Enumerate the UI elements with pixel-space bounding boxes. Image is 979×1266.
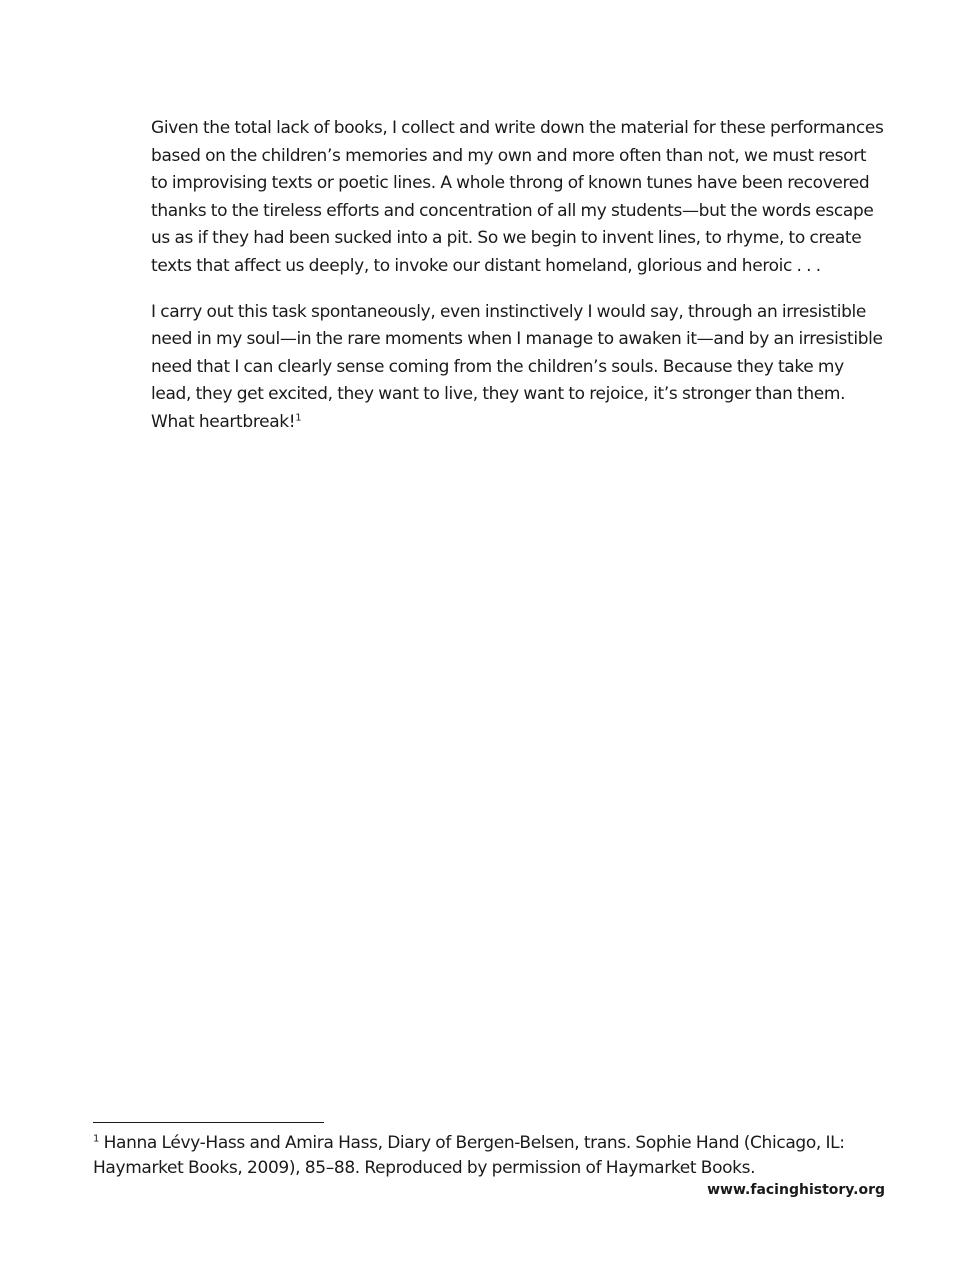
footer-website-link[interactable]: www.facinghistory.org [707,1182,885,1198]
footnote [93,1131,893,1181]
quoted-passage [151,115,886,455]
paragraph-2 [151,299,886,437]
paragraph-2-text: I carry out this task spontaneously, even instinctively I would say, through an irresistible need in my soul—in the rare moments when I manage to awaken it—and by an irresistible need that I can clearly sense coming from the children’s souls. Because they take my lead, they get excited, they want to live, they want to rejoice, it’s stronger than them. What heartbreak! [151,301,883,432]
footnote-number: 1 [93,1133,100,1145]
footnote-separator [93,1122,324,1123]
paragraph-1 [151,115,886,281]
footnote-reference[interactable]: 1 [295,412,302,424]
footnote-text: Hanna Lévy-Hass and Amira Hass, Diary of Bergen-Belsen, trans. Sophie Hand (Chicago, IL: Haymarket Books, 2009), 85–88. Reproduced by permission of Haymarket Books. [93,1133,845,1178]
paragraph-1-text: Given the total lack of books, I collect and write down the material for these performances based on the children’s memories and my own and more often than not, we must resort to improvising texts or poetic lines. A whole throng of known tunes have been recovered thanks to the tireless efforts and concentration of all my students—but the words escape us as if they had been sucked into a pit. So we begin to invent lines, to rhyme, to create texts that affect us deeply, to invoke our distant homeland, glorious and heroic . . . [151,118,884,276]
